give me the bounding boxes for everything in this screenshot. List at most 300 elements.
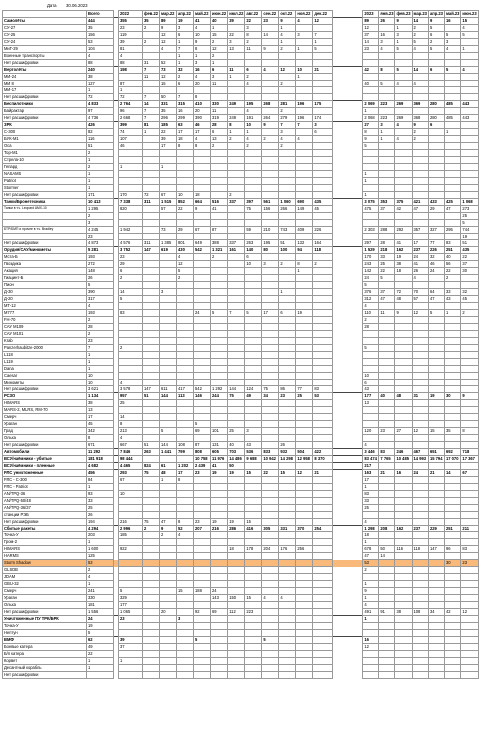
value-cell: 1 bbox=[395, 24, 412, 31]
value-cell bbox=[194, 330, 211, 337]
value-cell bbox=[363, 622, 379, 629]
value-cell: 246 bbox=[395, 449, 412, 456]
value-cell: 24 bbox=[363, 275, 379, 282]
value-cell bbox=[160, 219, 177, 226]
category-row bbox=[3, 17, 479, 24]
value-cell: 26 bbox=[87, 275, 114, 282]
value-cell bbox=[279, 52, 296, 59]
value-cell bbox=[395, 671, 412, 678]
value-cell bbox=[177, 657, 194, 664]
value-cell bbox=[379, 219, 395, 226]
value-cell: 9 bbox=[395, 309, 412, 316]
value-cell: 4 bbox=[87, 574, 114, 581]
gap-cell bbox=[333, 629, 363, 636]
value-cell: 4 bbox=[279, 31, 296, 38]
value-cell: 37 bbox=[461, 261, 478, 268]
value-cell bbox=[211, 219, 228, 226]
value-cell: 272 bbox=[87, 261, 114, 268]
value-cell bbox=[279, 671, 296, 678]
table-row bbox=[3, 664, 479, 671]
value-cell: 22 bbox=[160, 129, 177, 136]
value-cell: 649 bbox=[194, 240, 211, 247]
value-cell bbox=[262, 476, 279, 483]
value-cell bbox=[143, 643, 160, 650]
value-cell: 6 bbox=[279, 309, 296, 316]
value-cell bbox=[444, 143, 460, 150]
table-row bbox=[3, 73, 479, 80]
value-cell bbox=[379, 150, 395, 157]
value-cell bbox=[262, 358, 279, 365]
value-cell bbox=[245, 483, 262, 490]
value-cell bbox=[313, 282, 333, 289]
value-cell bbox=[194, 671, 211, 678]
value-cell bbox=[428, 504, 444, 511]
value-cell: 45 bbox=[461, 296, 478, 303]
value-cell bbox=[177, 316, 194, 323]
value-cell: 4 576 bbox=[119, 240, 143, 247]
value-cell bbox=[296, 80, 313, 87]
table-row bbox=[3, 157, 479, 164]
value-cell bbox=[379, 414, 395, 421]
value-cell bbox=[363, 184, 379, 191]
value-cell: 142 bbox=[363, 268, 379, 275]
value-cell: 2 bbox=[279, 261, 296, 268]
value-cell: 17 bbox=[194, 129, 211, 136]
value-cell bbox=[177, 511, 194, 518]
value-cell bbox=[461, 365, 478, 372]
value-cell bbox=[461, 650, 478, 657]
value-cell bbox=[412, 483, 428, 490]
category-row bbox=[3, 449, 479, 456]
row-label-header bbox=[3, 11, 87, 18]
value-cell bbox=[461, 379, 478, 386]
value-cell bbox=[143, 629, 160, 636]
value-cell bbox=[262, 615, 279, 622]
value-cell: 30 bbox=[461, 268, 478, 275]
value-cell bbox=[461, 386, 478, 393]
gap-cell bbox=[333, 532, 363, 539]
value-cell bbox=[379, 87, 395, 94]
gap-cell bbox=[333, 157, 363, 164]
value-cell bbox=[444, 337, 460, 344]
value-cell: 2 bbox=[211, 143, 228, 150]
value-cell bbox=[194, 407, 211, 414]
value-cell: 4 bbox=[87, 52, 114, 59]
value-cell bbox=[262, 581, 279, 588]
value-cell bbox=[245, 372, 262, 379]
value-cell: 213 bbox=[119, 428, 143, 435]
value-cell bbox=[363, 421, 379, 428]
value-cell bbox=[194, 275, 211, 282]
value-cell: 170 bbox=[119, 191, 143, 198]
value-cell: 23 bbox=[87, 233, 114, 240]
value-cell bbox=[228, 414, 245, 421]
value-cell: 10 bbox=[87, 379, 114, 386]
value-cell bbox=[119, 581, 143, 588]
value-cell bbox=[428, 108, 444, 115]
value-cell bbox=[177, 184, 194, 191]
value-cell bbox=[245, 87, 262, 94]
value-cell bbox=[412, 87, 428, 94]
table-row bbox=[3, 483, 479, 490]
value-cell bbox=[363, 212, 379, 219]
value-cell: 9 bbox=[412, 122, 428, 129]
value-cell bbox=[412, 316, 428, 323]
value-cell bbox=[211, 150, 228, 157]
value-cell bbox=[428, 574, 444, 581]
value-cell bbox=[279, 282, 296, 289]
row-label: РЛС уничтоженные bbox=[3, 469, 87, 476]
value-cell bbox=[245, 379, 262, 386]
value-cell: 280 bbox=[428, 115, 444, 122]
row-label: Танки/Бронетехника bbox=[3, 198, 87, 205]
value-cell bbox=[428, 643, 444, 650]
value-cell bbox=[313, 73, 333, 80]
gap-cell bbox=[333, 233, 363, 240]
value-cell: 23 bbox=[379, 428, 395, 435]
value-cell: 421 bbox=[412, 198, 428, 205]
row-label: Десантный корабль bbox=[3, 664, 87, 671]
value-cell: 2 bbox=[211, 38, 228, 45]
value-cell: 703 bbox=[228, 449, 245, 456]
value-cell bbox=[296, 94, 313, 101]
value-cell bbox=[119, 282, 143, 289]
value-cell: 263 bbox=[143, 449, 160, 456]
value-cell bbox=[412, 184, 428, 191]
value-cell bbox=[428, 664, 444, 671]
value-cell: 16 bbox=[444, 17, 460, 24]
value-cell: 210 bbox=[262, 226, 279, 233]
gap-cell bbox=[333, 136, 363, 143]
value-cell: 75 bbox=[245, 205, 262, 212]
value-cell bbox=[279, 268, 296, 275]
value-cell bbox=[211, 177, 228, 184]
value-cell bbox=[379, 490, 395, 497]
value-cell bbox=[143, 233, 160, 240]
value-cell: 6 bbox=[211, 129, 228, 136]
value-cell bbox=[379, 588, 395, 595]
value-cell: 223 bbox=[379, 115, 395, 122]
value-cell bbox=[245, 296, 262, 303]
table-row bbox=[3, 226, 479, 233]
value-cell: 6 bbox=[363, 379, 379, 386]
value-cell: 12 bbox=[461, 608, 478, 615]
gap-cell bbox=[333, 143, 363, 150]
value-cell bbox=[444, 539, 460, 546]
value-cell bbox=[461, 622, 478, 629]
value-cell bbox=[428, 615, 444, 622]
value-cell bbox=[194, 150, 211, 157]
value-cell: 12 bbox=[177, 261, 194, 268]
gap-cell bbox=[333, 115, 363, 122]
gap-cell bbox=[333, 588, 363, 595]
value-cell bbox=[245, 351, 262, 358]
row-label: Смерч bbox=[3, 588, 87, 595]
value-cell bbox=[296, 87, 313, 94]
gap-cell bbox=[333, 150, 363, 157]
value-cell: 84 bbox=[87, 476, 114, 483]
value-cell: 72 bbox=[119, 94, 143, 101]
value-cell bbox=[444, 650, 460, 657]
value-cell bbox=[379, 73, 395, 80]
value-cell bbox=[245, 622, 262, 629]
value-cell bbox=[395, 615, 412, 622]
value-cell: 8 bbox=[87, 435, 114, 442]
value-cell bbox=[211, 296, 228, 303]
gap-cell bbox=[333, 435, 363, 442]
value-cell: 11 bbox=[228, 66, 245, 73]
value-cell bbox=[428, 518, 444, 525]
value-cell bbox=[211, 553, 228, 560]
value-cell bbox=[379, 671, 395, 678]
value-cell bbox=[428, 73, 444, 80]
value-cell bbox=[313, 581, 333, 588]
value-cell bbox=[444, 407, 460, 414]
value-cell bbox=[395, 497, 412, 504]
row-label: РСЗО bbox=[3, 393, 87, 400]
value-cell: 10 bbox=[245, 122, 262, 129]
column-header: мар.23 bbox=[413, 11, 427, 16]
value-cell: 390 bbox=[194, 115, 211, 122]
value-cell: 1 bbox=[211, 24, 228, 31]
value-cell bbox=[461, 80, 478, 87]
value-cell bbox=[412, 567, 428, 574]
table-row bbox=[3, 428, 479, 435]
value-cell: 7 bbox=[143, 115, 160, 122]
row-label: САУ М109 bbox=[3, 323, 87, 330]
value-cell bbox=[211, 497, 228, 504]
value-cell bbox=[428, 581, 444, 588]
value-cell bbox=[313, 337, 333, 344]
value-cell bbox=[412, 539, 428, 546]
value-cell: 132 bbox=[296, 240, 313, 247]
value-cell bbox=[428, 344, 444, 351]
value-cell bbox=[228, 177, 245, 184]
row-label: Беспилотники bbox=[3, 101, 87, 108]
value-cell: 331 bbox=[160, 101, 177, 108]
table-row bbox=[3, 303, 479, 310]
value-cell: 5 bbox=[262, 636, 279, 643]
value-cell bbox=[444, 629, 460, 636]
value-cell bbox=[177, 504, 194, 511]
value-cell bbox=[143, 184, 160, 191]
value-cell bbox=[363, 414, 379, 421]
row-label: Оса bbox=[3, 143, 87, 150]
value-cell bbox=[412, 581, 428, 588]
value-cell: 19 bbox=[87, 622, 114, 629]
value-cell: 4 bbox=[194, 24, 211, 31]
value-cell bbox=[194, 560, 211, 567]
value-cell: 203 bbox=[87, 532, 114, 539]
value-cell bbox=[194, 289, 211, 296]
value-cell bbox=[296, 442, 313, 449]
value-cell: 12 bbox=[279, 66, 296, 73]
value-cell bbox=[262, 94, 279, 101]
gap-cell bbox=[333, 379, 363, 386]
value-cell bbox=[296, 462, 313, 469]
value-cell bbox=[119, 553, 143, 560]
table-row bbox=[3, 588, 479, 595]
value-cell: 162 bbox=[395, 525, 412, 532]
value-cell bbox=[228, 205, 245, 212]
value-cell bbox=[395, 629, 412, 636]
value-cell: 86 bbox=[279, 386, 296, 393]
value-cell bbox=[428, 365, 444, 372]
value-cell: 185 bbox=[160, 122, 177, 129]
value-cell bbox=[160, 407, 177, 414]
value-cell bbox=[177, 407, 194, 414]
value-cell: 22 bbox=[245, 17, 262, 24]
value-cell: 19 bbox=[228, 469, 245, 476]
value-cell bbox=[160, 456, 177, 463]
value-cell: 4 bbox=[245, 108, 262, 115]
value-cell bbox=[177, 233, 194, 240]
value-cell bbox=[395, 87, 412, 94]
value-cell: 1 bbox=[160, 476, 177, 483]
value-cell bbox=[228, 351, 245, 358]
value-cell bbox=[143, 657, 160, 664]
row-label: GLSDB bbox=[3, 567, 87, 574]
column-header-row bbox=[3, 11, 479, 18]
value-cell bbox=[119, 483, 143, 490]
value-cell: 279 bbox=[279, 115, 296, 122]
value-cell bbox=[119, 567, 143, 574]
value-cell bbox=[177, 303, 194, 310]
value-cell bbox=[296, 629, 313, 636]
value-cell bbox=[379, 400, 395, 407]
gap-cell bbox=[333, 122, 363, 129]
value-cell bbox=[211, 275, 228, 282]
table-row bbox=[3, 650, 479, 657]
value-cell bbox=[160, 275, 177, 282]
value-cell bbox=[262, 289, 279, 296]
value-cell bbox=[211, 87, 228, 94]
column-header: фев.22 bbox=[144, 11, 159, 16]
value-cell bbox=[444, 588, 460, 595]
value-cell bbox=[211, 574, 228, 581]
value-cell: 208 bbox=[379, 525, 395, 532]
value-cell bbox=[461, 553, 478, 560]
value-cell: 718 bbox=[461, 449, 478, 456]
value-cell: 13 bbox=[87, 407, 114, 414]
value-cell bbox=[194, 337, 211, 344]
value-cell bbox=[296, 421, 313, 428]
value-cell bbox=[296, 622, 313, 629]
value-cell: 96 bbox=[119, 108, 143, 115]
value-cell bbox=[177, 400, 194, 407]
value-cell: 2 bbox=[412, 136, 428, 143]
value-cell bbox=[379, 191, 395, 198]
gap-cell bbox=[333, 574, 363, 581]
value-cell: 12 bbox=[313, 17, 333, 24]
value-cell: 83 bbox=[379, 449, 395, 456]
value-cell bbox=[296, 337, 313, 344]
value-cell bbox=[444, 303, 460, 310]
row-label: Самолёты bbox=[3, 17, 87, 24]
value-cell: 2 bbox=[211, 52, 228, 59]
value-cell: 26 bbox=[87, 511, 114, 518]
value-cell bbox=[262, 588, 279, 595]
value-cell: 353 bbox=[379, 198, 395, 205]
column-header: сен.22 bbox=[262, 11, 279, 18]
value-cell: 3 bbox=[444, 38, 460, 45]
value-cell bbox=[262, 344, 279, 351]
value-cell bbox=[228, 163, 245, 170]
value-cell bbox=[379, 421, 395, 428]
value-cell: 13 bbox=[228, 45, 245, 52]
gap-cell bbox=[333, 11, 363, 18]
value-cell bbox=[313, 372, 333, 379]
value-cell bbox=[262, 497, 279, 504]
value-cell bbox=[461, 184, 478, 191]
value-cell: 273 bbox=[461, 205, 478, 212]
table-row bbox=[3, 289, 479, 296]
value-cell bbox=[395, 73, 412, 80]
value-cell: 5 bbox=[428, 45, 444, 52]
table-row bbox=[3, 351, 479, 358]
gap-cell bbox=[333, 268, 363, 275]
value-cell bbox=[177, 490, 194, 497]
value-cell bbox=[177, 365, 194, 372]
column-header: июн.22 bbox=[212, 11, 227, 16]
value-cell bbox=[228, 588, 245, 595]
value-cell: 410 bbox=[194, 101, 211, 108]
row-label bbox=[3, 212, 87, 219]
value-cell: 204 bbox=[262, 546, 279, 553]
value-cell: 2 bbox=[279, 108, 296, 115]
value-cell bbox=[262, 351, 279, 358]
value-cell bbox=[228, 497, 245, 504]
value-cell: 315 bbox=[177, 101, 194, 108]
column-header: май.23 bbox=[445, 11, 460, 16]
value-cell bbox=[119, 650, 143, 657]
value-cell bbox=[279, 379, 296, 386]
value-cell: 89 bbox=[160, 17, 177, 24]
value-cell: 19 bbox=[211, 518, 228, 525]
value-cell bbox=[211, 657, 228, 664]
value-cell bbox=[444, 59, 460, 66]
value-cell bbox=[279, 73, 296, 80]
row-label: Акация bbox=[3, 268, 87, 275]
value-cell bbox=[262, 330, 279, 337]
value-cell bbox=[428, 233, 444, 240]
value-cell bbox=[194, 177, 211, 184]
value-cell bbox=[363, 365, 379, 372]
value-cell: 72 bbox=[143, 191, 160, 198]
table-row bbox=[3, 129, 479, 136]
value-cell bbox=[119, 372, 143, 379]
value-cell: 2 bbox=[245, 73, 262, 80]
value-cell bbox=[313, 546, 333, 553]
table-row bbox=[3, 254, 479, 261]
value-cell: 116 bbox=[87, 136, 114, 143]
value-cell bbox=[313, 358, 333, 365]
value-cell bbox=[262, 233, 279, 240]
value-cell: 4 bbox=[363, 303, 379, 310]
value-cell bbox=[143, 143, 160, 150]
value-cell bbox=[395, 358, 412, 365]
value-cell: 18 bbox=[228, 546, 245, 553]
value-cell: 852 bbox=[177, 198, 194, 205]
value-cell bbox=[262, 323, 279, 330]
value-cell: 178 bbox=[245, 546, 262, 553]
value-cell bbox=[177, 560, 194, 567]
value-cell bbox=[279, 622, 296, 629]
value-cell: 112 bbox=[228, 608, 245, 615]
value-cell: 41 bbox=[194, 17, 211, 24]
value-cell: 223 bbox=[245, 608, 262, 615]
value-cell bbox=[395, 462, 412, 469]
